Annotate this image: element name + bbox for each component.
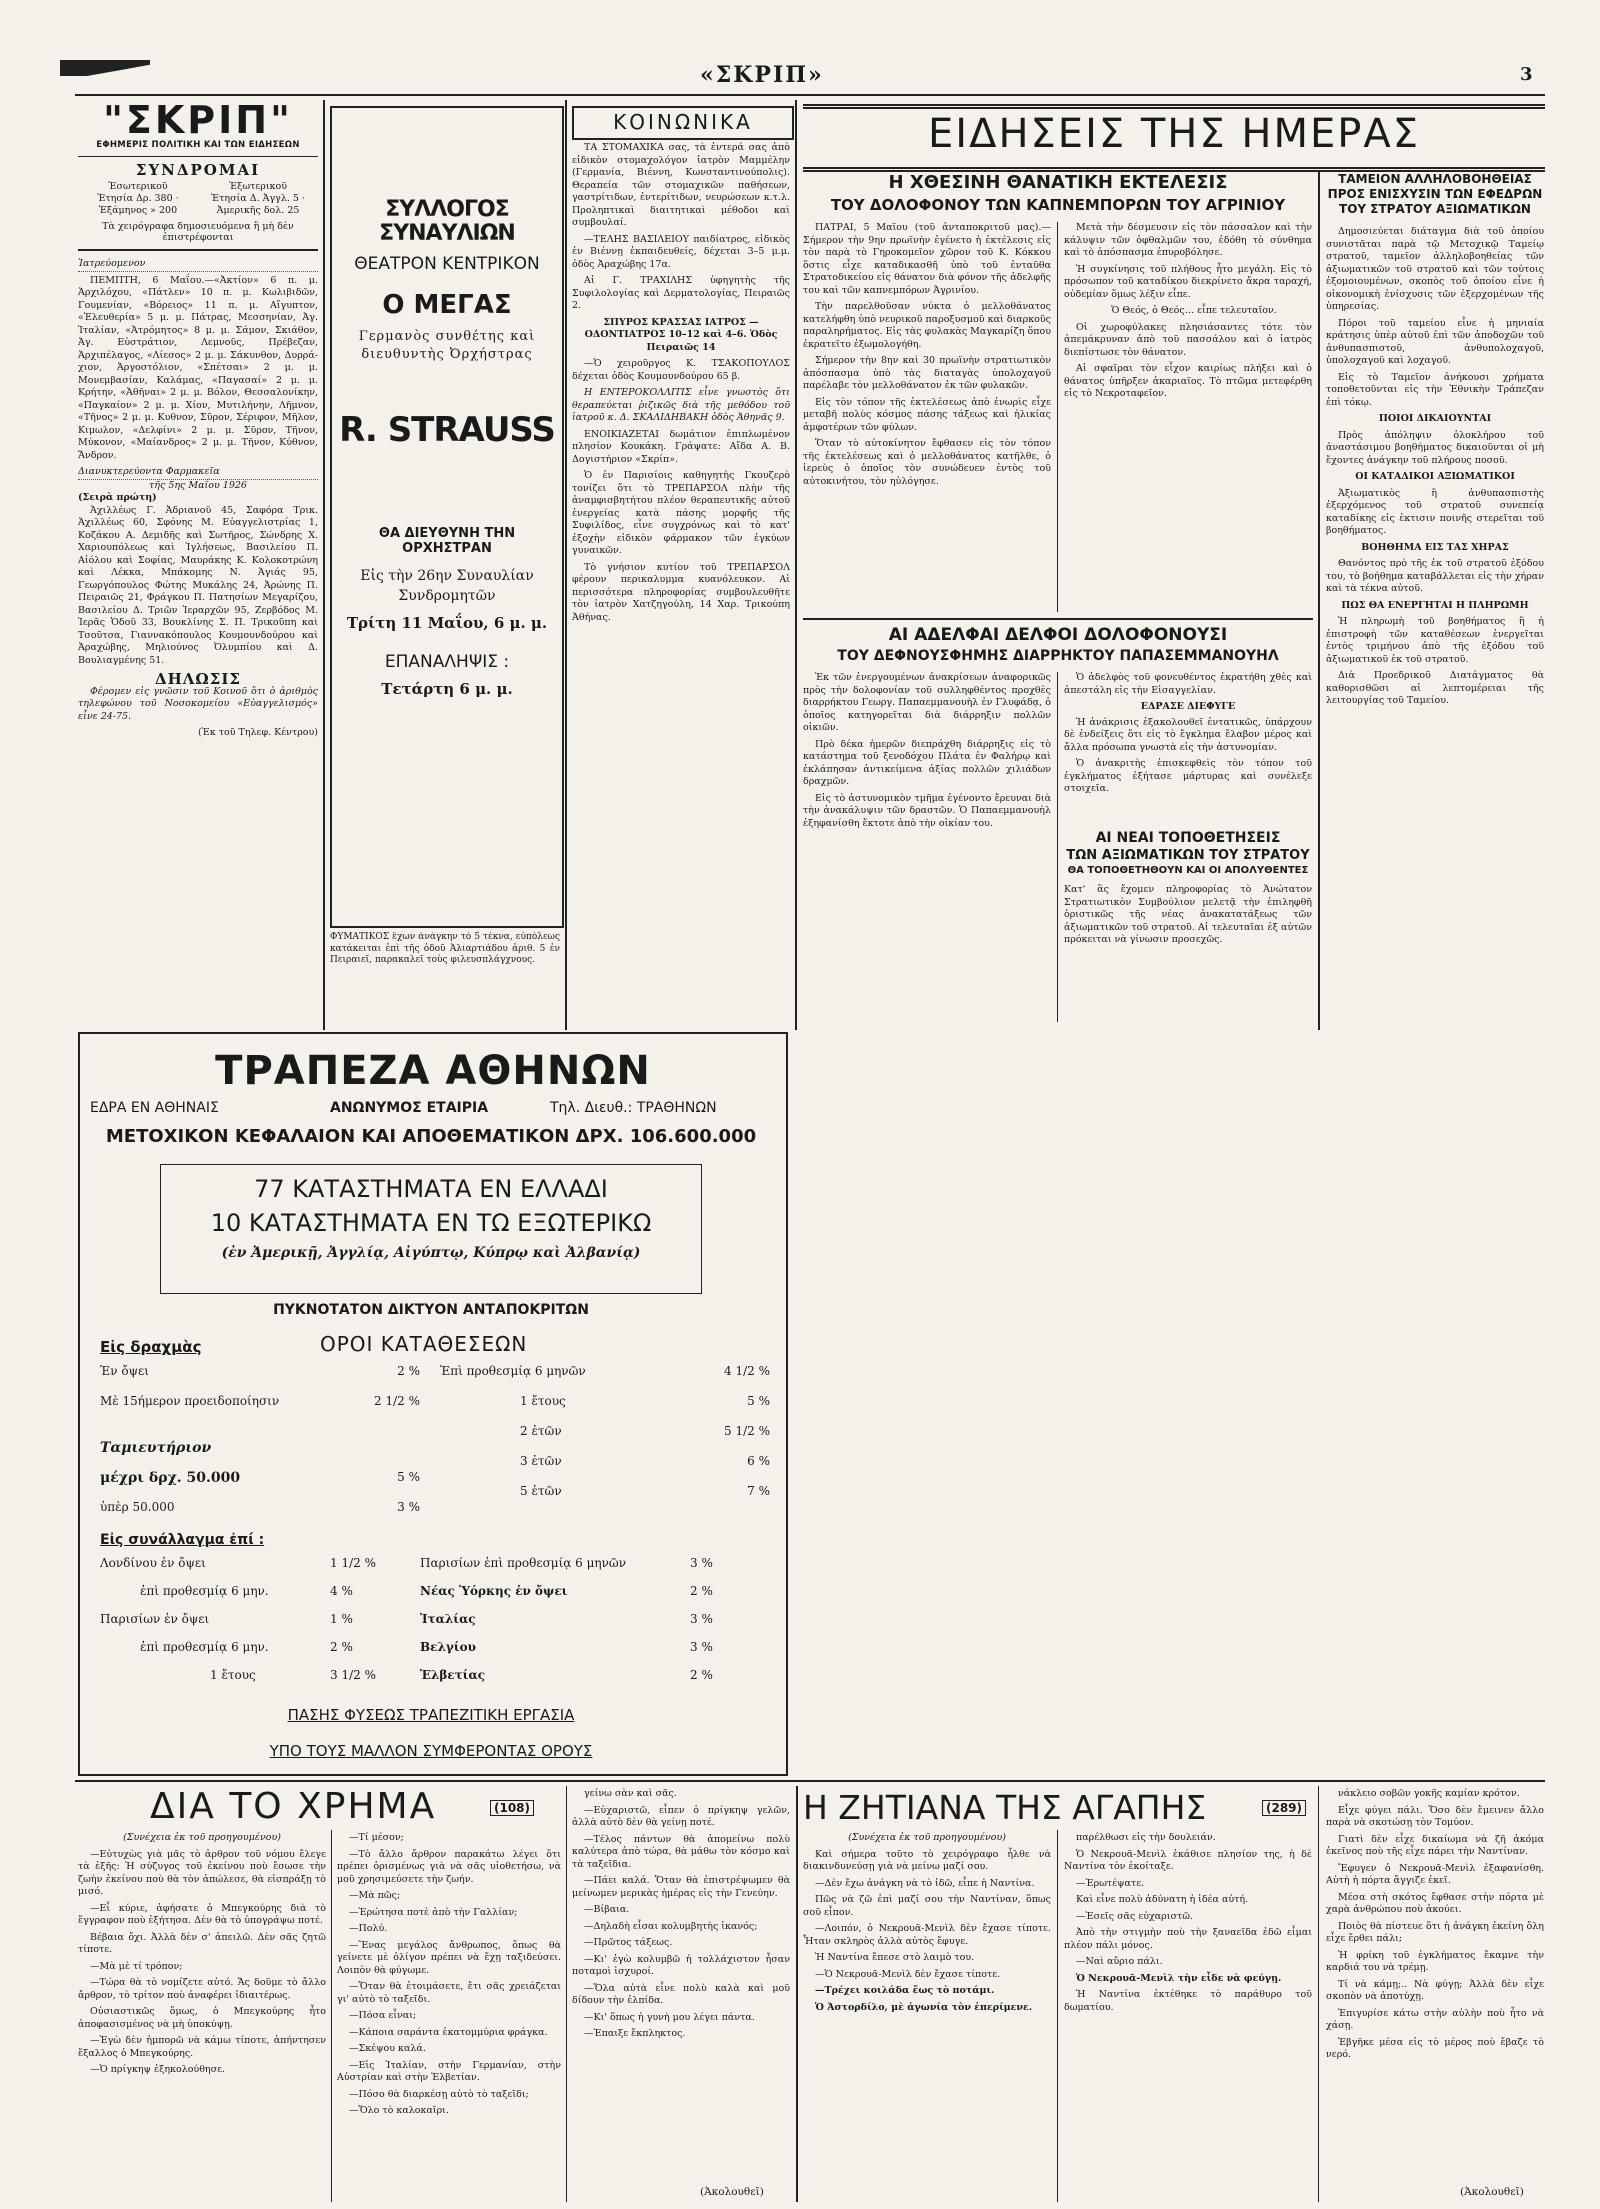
serial-paragraph: —Ἐρωτέψατε. — [1076, 1877, 1145, 1889]
brothers-paragraph: Ἐκ τῶν ἐνεργουμένων ἀνακρίσεων ἀναφορικῶς πρὸς τὴν δολοφονίαν τοῦ συλληφθέντος προχθὲς διαρρήκτου Γεωργ. Παπαεμμανουὴλ ἐν Γλυφάδᾳ, ὁ ὁποῖος κατηγορεῖται διὰ διάρρηξιν πολλῶν οἰκιῶν. — [803, 672, 1051, 733]
serial-paragraph: —Πάει καλά. Ὅταν θὰ ἐπιστρέψωμεν θὰ μείνωμεν μερικὰς ἡμέρας εἰς τὴν Γενεύην. — [572, 1875, 790, 1899]
postings-headline — [1064, 830, 1312, 878]
bank-fx-rate: 4 % — [330, 1584, 353, 1598]
bank-fx-rate: 3 % — [690, 1556, 713, 1570]
bank-ad — [78, 1032, 788, 1776]
bank-fx-label: Παρισίων ἐν ὄψει — [100, 1612, 210, 1626]
serial-paragraph: γείνω σὰν καὶ σᾶς. — [584, 1788, 677, 1799]
social-paragraph: —ΤΕΛΗΣ ΒΑΣΙΛΕΙΟΥ παιδίατρος, εἰδικὸς ἐν Βιέννῃ ἐκπαιδευθείς, δέχεται 3–5 μ.μ. ὁδὸς Ἀραχώβης 17α. — [572, 233, 790, 270]
upper-lower-divider — [75, 1780, 1545, 1782]
bank-rates-left — [100, 1364, 420, 1530]
announcements-text: Φέρομεν εἰς γνῶσιν τοῦ Κοινοῦ ὅτι ὁ ἀριθμὸς τηλεφώνου τοῦ Νοσοκομείου «Εὐαγγελισμός» εἶνε 24-75. — [78, 685, 318, 722]
serial-money-col-3 — [572, 1788, 790, 2184]
bank-terms: ΥΠΟ ΤΟΥΣ ΜΑΛΛΟΝ ΣΥΜΦΕΡΟΝΤΑΣ ΟΡΟΥΣ — [269, 1742, 593, 1760]
masthead-title: "ΣΚΡΙΠ" — [103, 98, 293, 142]
bank-rate-label: ὑπὲρ 50.000 — [100, 1500, 175, 1514]
fund-paragraph: Διὰ Προεδρικοῦ Διατάγματος θὰ καθορισθῶσι αἱ λεπτομέρειαι τῆς λειτουργίας τοῦ Ταμείου. — [1326, 670, 1544, 706]
social-paragraph: Ὁ ἐν Παρισίοις καθηγητὴς Γκουζερὸ τονίζει ὅτι τὸ ΤΡΕΠΑΡΣΟΛ πλὴν τῆς ἀναμφισβητήτου πλέον θεραπευτικῆς αὐτοῦ ἐνεργείας κατὰ πάσης μορφῆς τῆς Συφιλίδος, εἶνε συγχρόνως καὶ τὸ κατ' ἐξοχὴν εἰδικὸν φάρμακον τῶν ἐγκύων γυναικῶν. — [572, 470, 790, 556]
concert-ad — [330, 106, 564, 928]
foreign-rates: Ἐτησία Δ. Ἀγγλ. 5 · Ἀμερικῆς δολ. 25 — [211, 193, 305, 216]
bank-rate-label: Ταμιευτήριον — [100, 1440, 212, 1456]
serial-paragraph: Τί νὰ κάμῃ;.. Νὰ φύγῃ; Ἀλλὰ δὲν εἶχε σκοπὸν νὰ ἀποτύχῃ. — [1326, 1978, 1544, 2002]
social-title-box — [572, 106, 794, 140]
bank-fx-label: Βελγίου — [420, 1640, 476, 1654]
bank-fx-rate: 1 % — [330, 1612, 353, 1626]
bank-rate-label: 5 ἐτῶν — [520, 1484, 562, 1498]
concert-society: ΣΥΛΛΟΓΟΣ ΣΥΝΑΥΛΙΩΝ — [379, 197, 515, 246]
serial-love-continued: (Συνέχεια ἐκ τοῦ προηγουμένου) — [848, 1832, 1006, 1843]
serial-paragraph: —Ὅταν θὰ ἐτοιμάσετε, ἔτι σᾶς χρειάζεται γι' αὐτὸ τὸ ταξεῖδι. — [337, 1981, 561, 2005]
bank-fx-rate: 3 % — [690, 1612, 713, 1626]
serial-paragraph: —Σκέψου καλά. — [349, 2043, 426, 2054]
pharmacies-text: Ἀχιλλέως Γ. Ἀδριανοῦ 45, Σαφόρα Τρικ. Ἀχιλλέως 60, Σφόνης Μ. Εὐαγγελιστρίας 1, Κοζάκου Α. Δεμιδῆς καὶ Σωτῆρος, Σώνδρης Χ. Χαριουπόλεως καὶ Ἰγλήσεως, Βασιλείου Π. Αἰόλου καὶ Σοφίας, Μαυράκης Κ. Κολοκοτρώνη καὶ Λέκκα, Μπάκομης Ν. Ἀγιάς 95, Γεωργόπουλος Φώτης Μυκάλης 24, Ἀρώνης Π. Πειραιῶς 21, Φράγκου Π. Πατησίων Μεγαρίζου, Βασιλείου Δ. Τριῶν Ἱεραρχῶν 95, Ζερβόδος Μ. Ἱερᾶς Ὁδοῦ 33, Βουκλίνης Σ. Π. Τρικοῦπη καὶ Τσοῦτσα, Γιαννακόπουλος Κουμουνδούρου καὶ Ἀραχώβης, Μηλιούνος Ὀλυμπίου καὶ Δ. Βουλιαγμένης 51. — [78, 504, 318, 666]
social-caption: ΦΥΜΑΤΙΚΟΣ ἔχων ἀνάγκην τὸ 5 τέκνα, εὐπόλεως κατάκειται ἐπὶ τῆς ὁδοῦ Ἀλιαρτιάδου ἀριθ. 5 ἐν Πειραιεῖ, παρακαλεῖ τοὺς φιλευσπλάγχνους. — [330, 932, 560, 965]
bank-fx-label: Λονδίνου ἐν ὄψει — [100, 1556, 206, 1570]
news-banner — [803, 104, 1545, 172]
serial-paragraph: —Εὐτυχὼς γιὰ μᾶς τὸ ἀρθρον τοῦ νόμου ἔλεγε τὰ ἑξῆς: Ἡ σύζυγος τοῦ ἐκείνου ποὺ ἔσωσε τὴν ζωὴν ἐκείνου ποὺ θὰ τὸν ἀπώλεσε, θὰ εἰσπράξῃ τὸ μισό. — [78, 1848, 326, 1897]
serial-paragraph: —Κι' ἐγὼ κολυμβῶ ἡ τολλάχιστον ἦσαν ποταμοὶ ἰσχυροί. — [572, 1953, 790, 1977]
fund-paragraph: Δημοσιεύεται διάταγμα διὰ τοῦ ὁποίου συνιστᾶται παρὰ τῷ Μετοχικῷ Ταμείῳ στρατοῦ, ταμεῖον ἀλληλοβοηθείας τῶν ἀξιωματικῶν τοῦ στρατοῦ καὶ τῶν τούτοις ἐξομοιουμένων, σκοπὸς τοῦ ὁποίου εἶνε ἡ οἰκονομικὴ ἐνίσχυσις τῶν ἐξερχομένων τῆς ὑπηρεσίας. — [1326, 226, 1544, 312]
serial-paragraph: —Εὐχαριστῶ, εἶπεν ὁ πρίγκηψ γελῶν, ἀλλὰ αὐτὸ δὲν θὰ γείνῃ ποτέ. — [572, 1804, 790, 1828]
announcements-title: ΔΗΛΩΣΙΣ — [154, 670, 242, 688]
fund-paragraph: Ἡ πληρωμὴ τοῦ βοηθήματος ἢ ἡ ἐπιστροφὴ τῶν καταθέσεων ἐνεργεῖται ἐντὸς τριμήνου ἀπὸ τῆς ἐξόδου τοῦ ἀξιωματικοῦ ἐκ τοῦ στρατοῦ. — [1326, 616, 1544, 665]
pharmacies-series: (Σειρὰ πρώτη) — [78, 492, 157, 503]
bank-services: ΠΑΣΗΣ ΦΥΣΕΩΣ ΤΡΑΠΕΖΙΤΙΚΗ ΕΡΓΑΣΙΑ — [287, 1706, 575, 1724]
foreign-label: Ἐξωτερικοῦ — [228, 181, 287, 192]
serial-paragraph: —Δὲν ἔχω ἀνάγκη νὰ τὸ ἰδῶ, εἶπε ἡ Ναντίνα. — [815, 1877, 1035, 1889]
serial-paragraph: —Πόσα εἶναι; — [349, 2010, 417, 2021]
serial-paragraph: Ἔφυγεν ὁ Νεκρουᾶ-Μενὶλ ἐξαφανίσθη. Αὐτὴ ἡ πόρτα ἄγγιζε ἐκεῖ. — [1326, 1862, 1544, 1886]
serial-paragraph: —Τὸ ἄλλο ἄρθρον παρακάτω λέγει ὅτι πρέπει ὁρισμένως γιὰ νὰ σᾶς υἱοθετήσω, νὰ μοῦ χρησιμεύσετε τὴν ζωήν. — [337, 1848, 561, 1885]
serial-love-col-2 — [1064, 1832, 1312, 2202]
social-paragraph: ΣΠΥΡΟΣ ΚΡΑΣΣΑΣ ΙΑΤΡΟΣ — ΟΔΟΝΤΙΑΤΡΟΣ 10–12 καὶ 4–6. Ὁδὸς Πειραιῶς 14 — [584, 316, 778, 353]
social-column — [572, 142, 790, 944]
fund-subheading: ΒΟΗΘΗΜΑ ΕΙΣ ΤΑΣ ΧΗΡΑΣ — [1361, 541, 1509, 553]
serial-paragraph: νάκλειο σοβῶν γοκῆς καμίαν κρότον. — [1338, 1788, 1520, 1799]
execution-paragraph: Σήμερον τὴν 8ην καὶ 30 πρωϊνὴν στρατιωτικὸν ἀπόσπασμα ὑπὸ τὰς διαταγὰς ὑπολοχαγοῦ παρέλαβε τὸν μελλοθάνατον ἐκ τῶν φυλακῶν. — [803, 355, 1051, 391]
serial-paragraph: —Ὅλο τὸ καλοκαῖρι. — [349, 2105, 449, 2116]
serial-money-number: (108) — [490, 1800, 534, 1816]
bank-seat: ΕΔΡΑ ΕΝ ΑΘΗΝΑΙΣ — [90, 1100, 219, 1116]
social-paragraph: Αἱ Γ. ΤΡΑΧΙΛΗΣ ὑφηγητὴς τῆς Συφιλολογίας καὶ Δερματολογίας, Πειραιῶς 2. — [572, 275, 790, 311]
bank-fx-label: Παρισίων ἐπὶ προθεσμίᾳ 6 μηνῶν — [420, 1556, 626, 1570]
serial-paragraph: —Εἰς Ἰταλίαν, στὴν Γερμανίαν, στὴν Αὐστρίαν καὶ στὴν Ἑλβετίαν. — [337, 2059, 561, 2083]
bank-fx-label: ἐπὶ προθεσμίᾳ 6 μην. — [140, 1640, 269, 1654]
serial-paragraph: Γιατὶ δὲν εἶχε δικαίωμα νὰ ζῆ ἀκόμα ἐκεῖνος ποὺ τῆς εἶχε πάρει τὴν Ναντίναν. — [1326, 1833, 1544, 1857]
bank-company: ΑΝΩΝΥΜΟΣ ΕΤΑΙΡΙΑ — [330, 1100, 489, 1116]
serial-paragraph: —Ναὶ αὔριο πάλι. — [1076, 1956, 1163, 1967]
bank-branches-gr: 77 ΚΑΤΑΣΤΗΜΑΤΑ ΕΝ ΕΛΛΑΔΙ — [254, 1175, 608, 1203]
domestic-rates: Ἐτησία Δρ. 380 · Ἑξάμηνος » 200 — [97, 193, 179, 216]
bank-rate-value: 6 % — [747, 1454, 770, 1468]
serial-paragraph: παρέλθωσι εἰς τὴν δουλειάν. — [1076, 1832, 1216, 1843]
bank-in-drachmas: Εἰς δραχμὰς — [100, 1338, 202, 1356]
serial-paragraph: —Ἐγὼ δὲν ἠμπορῶ νὰ κάμω τίποτε, ἀπήντησεν ἔξαλλος ὁ Μπεγκούρης. — [78, 2035, 326, 2059]
serial-paragraph: Ὁ Νεκρουᾶ-Μενὶλ ἐκάθισε πλησίον της, ἡ δὲ Ναντίνα τὸν ἐκοίταξε. — [1064, 1848, 1312, 1872]
doctors-text: ΠΕΜΠΤΗ, 6 Μαΐου.—«Ἀκτίον» 6 π. μ. Ἀρχιλόχου, «Πάτλεν» 10 π. μ. Κωλιβιδῶν, Γουμενίαν, «Βόρειος» 11 π. μ. Αἴγυπτον, «Ἐλευθερία» 5 μ. μ. Πάτρας, Μεσσηνίαν, Ἀγ. Ἰταλίαν, «Ἀτρόμητος» 8 μ. μ. Σάμον, Σκιάθον, Ἀγ. Εὐστράτιον, Λεμνοῦς, Πρέβεζαν, Ἀρχιπέλαγος, «Λίεσος» 2 μ. μ. Σάκυνθον, Δυρρά-χιον, Ἀργοστόλιον, «Σπέτσαι» 2 μ. μ. Μονεμβασίαν, Καλάμας, «Παγασαί» 2 μ. μ. Κρήτην, «Ἀθῆναι» 2 μ. μ. Βόλον, Θεσσαλονίκην, «Παγκαίον» 2 μ. μ. Χίον, Μυτιλήνην, Λῆμνον, «Τῆνος» 2 μ. μ. Κυθνον, Σῦρον, Σέριφον, Μῆλον, Κιμωλον, «Δελφίνι» 2 μ. μ. Σῦρον, Τῆνον, Μύκονον, «Μαίανδρος» 2 μ. μ. Τῆνον, Κύθνον, Ἄνδρον. — [78, 274, 318, 461]
postings-title-2: ΤΩΝ ΑΞΙΩΜΑΤΙΚΩΝ ΤΟΥ ΣΤΡΑΤΟΥ — [1066, 848, 1310, 863]
bank-fx-label: ἐπὶ προθεσμίᾳ 6 μην. — [140, 1584, 269, 1598]
fund-subheading: ΠΟΙΟΙ ΔΙΚΑΙΟΥΝΤΑΙ — [1378, 413, 1492, 424]
subscriptions-title: ΣΥΝΔΡΟΜΑΙ — [135, 161, 261, 179]
execution-paragraph: Ἡ συγκίνησις τοῦ πλήθους ἦτο μεγάλη. Εἰς τὸ πρόσωπον τοῦ καταδίκου διεκρίνετο ἄκρα ταραχή, οὐδεμίαν ὅμως λέξιν εἶπε. — [1064, 263, 1312, 300]
bank-fx-rate: 3 1/2 % — [330, 1668, 376, 1682]
brothers-col-2 — [1064, 672, 1312, 822]
bank-fx-table — [100, 1556, 770, 1696]
concert-repeat: ΕΠΑΝΑΛΗΨΙΣ : — [384, 652, 510, 672]
brothers-paragraph: Πρὸ δέκα ἡμερῶν διεπράχθη διάρρηξις εἰς τὸ κατάστημα τοῦ ξενοδόχου Πλάτα ἐν Φαλήρῳ καὶ ἐκλάπησαν ἀντικείμενα ἀξίας πολλῶν χιλιάδων δραχμῶν. — [803, 738, 1051, 787]
execution-paragraph: Ὁ Θεός, ὁ Θεός… εἶπε τελευταῖον. — [1111, 305, 1277, 316]
serial-money-continued-next: (Ἀκολουθεῖ) — [700, 2186, 764, 2198]
fund-paragraph: Εἰς τὸ Ταμεῖον ἀνήκουσι χρήματα τοποθετοῦνται εἰς τὴν Ἐθνικὴν Τράπεζαν ἐπὶ τόκῳ. — [1326, 371, 1544, 408]
serial-paragraph: —Εἶ κύριε, ἀφήσατε ὁ Μπεγκούρης διὰ τὸ ἔγγραφον ποὺ ἐξήτησα. Δὲν θὰ τὸ ὑπογράψω ποτέ. — [78, 1902, 326, 1926]
bank-rate-label: Ἐπὶ προθεσμίᾳ 6 μηνῶν — [440, 1364, 586, 1378]
serial-paragraph: —Ἐσεῖς σᾶς εὐχαριστῶ. — [1076, 1910, 1194, 1922]
bank-fx-rate: 1 1/2 % — [330, 1556, 376, 1570]
brothers-title-1: ΑΙ ΑΔΕΛΦΑΙ ΔΕΛΦΟΙ ΔΟΛΟΦΟΝΟΥΣΙ — [888, 625, 1228, 645]
bank-branches-abroad: 10 ΚΑΤΑΣΤΗΜΑΤΑ ΕΝ ΤΩ ΕΞΩΤΕΡΙΚΩ — [210, 1209, 652, 1237]
bank-rate-value: 5 % — [397, 1470, 420, 1484]
lower-rule-1 — [331, 1830, 332, 2202]
fund-paragraph: Πόροι τοῦ ταμείου εἶνε ἡ μηνιαία κράτησις ὑπὲρ αὐτοῦ ἐπὶ τῶν ἀποδοχῶν τοῦ ἀνθυπασπιστοῦ, ἀνθυπολοχαγοῦ, ὑπολοχαγοῦ καὶ λοχαγοῦ. — [1326, 317, 1544, 366]
news-rule-c — [1057, 672, 1058, 1022]
concert-date: Τρίτη 11 Μαΐου, 6 μ. μ. — [346, 614, 548, 632]
brothers-col-1 — [803, 672, 1051, 1022]
bank-branches-box — [160, 1164, 702, 1294]
news-rule-a — [1057, 222, 1058, 612]
social-paragraph: —Ὁ χειροῦργος Κ. ΤΣΑΚΟΠΟΥΛΟΣ δέχεται ὁδὸς Κουμουνδούρου 65 β. — [572, 358, 790, 382]
bank-rate-value: 2 % — [397, 1364, 420, 1378]
serial-paragraph: —Τώρα θὰ τὸ νομίζετε αὐτό. Ἄς δοῦμε τὸ ἄλλο ἄρθρον, τὸ τρίτον ποὺ ἀναφέρει ἰδιαιτέρως. — [78, 1977, 326, 2001]
execution-title-1: Η ΧΘΕΣΙΝΗ ΘΑΝΑΤΙΚΗ ΕΚΤΕΛΕΣΙΣ — [888, 172, 1228, 193]
serial-paragraph: Ὁ Ἀστορδίλο, μὲ ἀγωνία τὸν ἐπερίμενε. — [815, 2001, 1033, 2013]
bank-rate-label: Ἐν ὄψει — [100, 1364, 149, 1378]
serial-paragraph: Καὶ εἶνε πολὺ ἀδύνατη ἡ ἰδέα αὐτή. — [1076, 1894, 1249, 1905]
brothers-top-rule — [803, 618, 1313, 620]
bank-rate-label: 2 ἐτῶν — [520, 1424, 562, 1438]
serial-paragraph: Ἐπιγυρίσε κάτω στὴν αὐλὴν ποὺ ἦτο νὰ χάσῃ. — [1326, 2007, 1544, 2031]
bank-rate-value: 4 1/2 % — [724, 1364, 770, 1378]
serial-paragraph: —Ὁ Νεκρουᾶ-Μενὶλ δὲν ἔχασε τίποτε. — [815, 1968, 1001, 1980]
brothers-paragraph: Ἡ ἀνάκρισις ἐξακολουθεῖ ἐντατικῶς, ὑπάρχουν δὲ ἐνδείξεις ὅτι εἰς τὸ ἔγκλημα ἔλαβον μέρος καὶ ἄλλα πρόσωπα γνωστὰ εἰς τὴν ἀστυνομίαν. — [1064, 716, 1312, 753]
concert-repeat-date: Τετάρτη 6 μ. μ. — [381, 680, 513, 698]
execution-headline — [803, 172, 1313, 216]
serial-paragraph: —Δηλαδὴ εἶσαι κολυμβητὴς ἱκανός; — [584, 1920, 758, 1932]
serial-paragraph: —Κι' ὅπως ἡ γυνὴ μου λέγει πάντα. — [584, 2011, 755, 2023]
bank-fx-rate: 2 % — [690, 1584, 713, 1598]
pharmacies-title: Διανυκτερεύοντα Φαρμακεῖα — [78, 466, 318, 480]
serial-paragraph: Ποιὸς θὰ πίστευε ὅτι ἡ ἀνάγκη ἐκείνη ὅλη εἶχε ἔρθει πάλι; — [1326, 1920, 1544, 1944]
brothers-paragraph: Εἰς τὸ ἀστυνομικὸν τμῆμα ἐγένοντο ἔρευναι διὰ τὴν ἀνακάλυψιν τῶν δραστῶν. Ὁ Παπαεμμανουὴλ ἐξηφανίσθη ἔκτοτε ἀπὸ τὴν οἰκίαν του. — [803, 792, 1051, 829]
social-paragraph: Η ΕΝΤΕΡΟΚΟΛΛΙΤΙΣ εἶνε γνωστὸς ὅτι θεραπεύεται ῥιζικῶς διὰ τῆς μεθόδου τοῦ ἰατροῦ κ. Δ. ΣΚΑΛΙΔΗΒΑΚΗ ὁδὸς Ἀθηνᾶς 9. — [572, 387, 790, 423]
masthead — [78, 100, 318, 251]
bank-fx-rate: 2 % — [330, 1640, 353, 1654]
brothers-headline — [803, 624, 1313, 666]
serial-paragraph: —Βίβαια. — [584, 1904, 630, 1915]
serial-paragraph: Ἐβγῆκε μέσα εἰς τὸ μέρος ποὺ ἔβαζε τὸ νερό. — [1326, 2036, 1544, 2060]
bank-rate-label: 1 ἔτους — [520, 1394, 566, 1408]
doctors-title: Ἰατρεύομενον — [78, 258, 318, 272]
social-paragraph: ΕΝΟΙΚΙΑΖΕΤΑΙ δωμάτιον ἐπιπλωμένον πλησίον Κουκάκη. Γράψατε: Αἴδα Α. Β. Δογιστήριον «Σκρίπ». — [572, 428, 790, 465]
bank-rates-right — [440, 1364, 770, 1514]
bank-rate-value: 2 1/2 % — [374, 1394, 420, 1408]
running-head: «ΣΚΡΙΠ» — [700, 62, 824, 88]
bank-rate-label: 3 ἐτῶν — [520, 1454, 562, 1468]
serial-paragraph: Ἀπὸ τὴν στιγμὴν ποὺ τὴν ξαναεῖδα ἐδῶ εἶμαι πλέον πάλι μόνος. — [1064, 1927, 1312, 1951]
serial-paragraph: —Ὅλα αὐτὰ εἶνε πολὺ καλὰ καὶ μοῦ δίδουν τὴν ἐλπίδα. — [572, 1982, 790, 2006]
execution-paragraph: ΠΑΤΡΑΙ, 5 Μαΐου (τοῦ ἀνταποκριτοῦ μας).— Σήμερον τὴν 9ην πρωϊνὴν ἐγένετο ἡ ἐκτέλεσις εἰς τὸν παρὰ τὸ Γηροκομεῖον χῶρον τοῦ Κ. Κόκκου ὅστις εἶχε καταδικασθῆ ὑπὸ τοῦ ἐνταῦθα Στρατοδικείου εἰς θάνατον διὰ φόνον τῆς ἀδελφῆς του καὶ τῶν καπνεμπόρων Ἀγρινίου. — [803, 222, 1051, 296]
serial-paragraph: —Πόσο θὰ διαρκέσῃ αὐτὸ τὸ ταξεῖδι; — [349, 2088, 529, 2100]
bank-network: ΠΥΚΝΟΤΑΤΟΝ ΔΙΚΤΥΟΝ ΑΝΤΑΠΟΚΡΙΤΩΝ — [273, 1302, 589, 1318]
bank-fx-label: 1 ἔτους — [210, 1668, 256, 1682]
execution-paragraph: Οἱ χωροφύλακες πλησιάσαντες τότε τὸν ἀπεμάκρυναν ἀπὸ τοῦ πασσάλου καὶ ὁ ἰατρὸς διεπίστωσε τὸν θάνατον. — [1064, 321, 1312, 358]
bank-fx-rate: 3 % — [690, 1640, 713, 1654]
serial-paragraph: Μέσα στὴ σκότος ἔφθασε στὴν πόρτα μὲ χαρὰ ἀνθρώπου ποὺ ἀκούει. — [1326, 1891, 1544, 1915]
serial-love-col-3 — [1326, 1788, 1544, 2184]
serial-paragraph: Ἡ φρίκη τοῦ ἐγκλήματος ἔκαμνε τὴν καρδιά του νὰ τρέμῃ. — [1326, 1949, 1544, 1973]
serial-paragraph: Εἶχε φύγει πάλι. Ὅσο δὲν ἔμεινεν ἄλλο παρὰ νὰ σκοτώσῃ τὸν Τομύον. — [1326, 1804, 1544, 1828]
lower-rule-3 — [796, 1786, 798, 2202]
serial-money-title: ΔΙΑ ΤΟ ΧΡΗΜΑ — [150, 1786, 437, 1827]
bank-in-foreign: Εἰς συνάλλαγμα ἐπί : — [100, 1532, 265, 1548]
serial-paragraph: —Μὰ πῶς; — [349, 1890, 401, 1901]
serial-money-col-2 — [337, 1832, 561, 2202]
bank-fx-label: Ἑλβετίας — [420, 1668, 486, 1682]
serial-paragraph: Οὐσιαστικῶς ὅμως, ὁ Μπεγκούρης ἦτο ἀποφασισμένος νὰ μὴ ὑποκύψῃ. — [78, 2006, 326, 2030]
serial-paragraph: Καὶ σήμερα τοῦτο τὸ χειρόγραφο ἦλθε νὰ διακινδυνεύσῃ γιὰ νὰ μείνω μαζί σου. — [803, 1848, 1051, 1872]
execution-paragraph: Αἱ σφαῖραι τὸν εἶχον καιρίως πλήξει καὶ ὁ θάνατος ὑπῆρξεν ἀκαριαῖος. Τὸ πτῶμα μετεφέρθη εἰς τὸ Νεκροταφεῖον. — [1064, 363, 1312, 399]
fund-subheading: ΠΩΣ ΘΑ ΕΝΕΡΓΗΤΑΙ Η ΠΛΗΡΩΜΗ — [1341, 599, 1529, 611]
page-number: 3 — [1520, 64, 1533, 85]
bank-rate-value: 5 1/2 % — [724, 1424, 770, 1438]
serial-love-continued-next: (Ἀκολουθεῖ) — [1460, 2186, 1524, 2198]
execution-col-1 — [803, 222, 1051, 612]
fund-paragraph: Πρὸς ἀπόληψιν ὁλοκλήρου τοῦ ἀναστάσιμου βοηθήματος δικαιοῦνται οἱ μὴ ἔχοντες ἀνάγκην τοῦ πλήρους ποσοῦ. — [1326, 429, 1544, 466]
social-paragraph: ΤΑ ΣΤΟΜΑΧΙΚΑ σας, τὰ ἐντερά σας ἀπὸ εἰδικὸν στομαχολόγον ἰατρὸν Μαμμέλην (Γερμανία, Βιέννη, Κωνσταντινούπολις). Θεραπεία τῶν στομαχικῶν παθήσεων, γαστρίτιδων, ἐντερίτιδων, νευρώσεων κ.τ.λ. Προληπτικαὶ διαιτητικαὶ μέθοδοι καὶ συμβουλαί. — [572, 142, 790, 228]
bank-title: ΤΡΑΠΕΖΑ ΑΘΗΝΩΝ — [215, 1048, 651, 1094]
concert-name: R. STRAUSS — [339, 410, 555, 450]
manuscripts-note: Τὰ χειρόγραφα δημοσιευόμενα ἢ μὴ δὲν ἐπιστρέφονται — [102, 221, 294, 243]
concert-description: Γερμανὸς συνθέτης καὶ διευθυντὴς Ὀρχήστρας — [358, 329, 536, 362]
execution-col-2 — [1064, 222, 1312, 612]
concert-line: Εἰς τὴν 26ην Συναυλίαν Συνδρομητῶν — [360, 568, 534, 604]
brothers-paragraph: Ὁ ἀνακριτὴς ἐπισκεφθεὶς τὸν τόπον τοῦ ἐγκλήματος ἐξήτασε μάρτυρας καὶ συνέλεξε στοιχεῖα. — [1064, 758, 1312, 794]
serial-love-number: (289) — [1262, 1800, 1306, 1816]
lower-rule-2 — [566, 1786, 567, 2202]
brothers-paragraph: Ὁ ἀδελφὸς τοῦ φονευθέντος ἐκρατήθη χθὲς καὶ ἀπεστάλη εἰς τὴν Εἰσαγγελίαν. — [1064, 672, 1312, 696]
concert-conducts: ΘΑ ΔΙΕΥΘΥΝΗ ΤΗΝ ΟΡΧΗΣΤΡΑΝ — [378, 526, 516, 556]
bank-rate-value: 7 % — [747, 1484, 770, 1498]
fund-title: ΤΑΜΕΙΟΝ ΑΛΛΗΛΟΒΟΗΘΕΙΑΣ ΠΡΟΣ ΕΝΙΣΧΥΣΙΝ ΤΩΝ ΕΦΕΔΡΩΝ ΤΟΥ ΣΤΡΑΤΟΥ ΑΞΙΩΜΑΤΙΚΩΝ — [1327, 172, 1543, 216]
serial-paragraph: —Ἐρώτησα ποτὲ ἀπὸ τὴν Γαλλίαν; — [349, 1906, 518, 1918]
fund-paragraph: Θανόντος πρὸ τῆς ἐκ τοῦ στρατοῦ ἐξόδου του, τὸ βοήθημα καταβάλλεται εἰς τὴν χήραν καὶ τὰ τέκνα αὐτοῦ. — [1326, 558, 1544, 594]
serial-paragraph: Πῶς νὰ ζῶ ἐπὶ μαζί σου τὴν Ναντίναν, ὅπως σοῦ εἶπον. — [803, 1894, 1051, 1918]
serial-paragraph: —Ἐπαιξε ἔκπληκτος. — [584, 2028, 686, 2039]
bank-terms-title: ΟΡΟΙ ΚΑΤΑΘΕΣΕΩΝ — [320, 1332, 528, 1356]
serial-paragraph: Ἡ Ναντίνα ἐκτέθηκε τὸ παράθυρο τοῦ δωματίου. — [1064, 1989, 1312, 2013]
postings-title-3: ΘΑ ΤΟΠΟΘΕΤΗΘΟΥΝ ΚΑΙ ΟΙ ΑΠΟΛΥΘΕΝΤΕΣ — [1067, 865, 1309, 876]
bank-rate-value: 3 % — [397, 1500, 420, 1514]
serial-paragraph: —Κάποια σαράντα ἑκατομμύρια φράγκα. — [349, 2026, 548, 2038]
concert-great: Ο ΜΕΓΑΣ — [382, 290, 512, 320]
top-left-corner-mark — [60, 60, 150, 76]
bank-fx-label: Νέας Ὑόρκης ἐν ὄψει — [420, 1584, 568, 1598]
execution-paragraph: Ὅταν τὸ αὐτοκίνητον ἔφθασεν εἰς τὸν τόπον τῆς ἐκτελέσεως καὶ ὁ μελλοθάνατος κατῆλθε, ὁ ἱερεὺς ὁ ὁποῖος τὸν συνώδευεν ἐντὸς τοῦ αὐτοκινήτου, τὸν ηὐλόγησε. — [803, 438, 1051, 487]
execution-title-2: ΤΟΥ ΔΟΛΟΦΟΝΟΥ ΤΩΝ ΚΑΠΝΕΜΠΟΡΩΝ ΤΟΥ ΑΓΡΙΝΙΟΥ — [830, 196, 1286, 214]
news-banner-title: ΕΙΔΗΣΕΙΣ ΤΗΣ ΗΜΕΡΑΣ — [928, 111, 1420, 157]
postings-text: Κατ' ἃς ἔχομεν πληροφορίας τὸ Ἀνώτατον Στρατιωτικὸν Συμβούλιον μελετᾷ τὴν ἐπιληφθῆ ὁριστικῶς τῆς νέας ἀνακατατάξεως τῶν ἀξιωματικῶν τοῦ στρατοῦ. Αἱ τελευταῖαι ἐξ αὐτῶν πρόκειται νὰ γίνωσιν προσεχῶς. — [1064, 884, 1312, 945]
bank-fx-rate: 2 % — [690, 1668, 713, 1682]
lower-rule-5 — [1318, 1786, 1319, 2202]
domestic-label: Ἐσωτερικοῦ — [108, 181, 168, 192]
col-rule-2 — [565, 100, 567, 1030]
top-rule — [75, 94, 1545, 96]
serial-paragraph: —Μὰ μὲ τί τρόπον; — [90, 1960, 183, 1972]
brothers-title-2: ΤΟΥ ΔΕΦΝΟΥΣΦΗΜΗΣ ΔΙΑΡΡΗΚΤΟΥ ΠΑΠΑΣΕΜΜΑΝΟΥΗΛ — [837, 648, 1279, 664]
fund-subheading: ΟΙ ΚΑΤΑΔΙΚΟΙ ΑΞΙΩΜΑΤΙΚΟΙ — [1355, 471, 1515, 482]
lower-rule-4 — [1057, 1830, 1058, 2202]
social-paragraph: Τὸ γνήσιον κυτίον τοῦ ΤΡΕΠΑΡΣΟΛ φέρουν περικαλυμμα κυανόλευκον. Αἱ περισσότερα πληροφορίας συμβουλευθῆτε τὸν ἰατρὸν Χατζηγούλη, 14 Χαρ. Τρικούπη Ἀθήνας. — [572, 561, 790, 623]
serial-paragraph: —Πολύ. — [349, 1923, 388, 1934]
execution-paragraph: Τὴν παρελθοῦσαν νύκτα ὁ μελλοθάνατος κατελήφθη ὑπὸ νευρικοῦ παροξυσμοῦ καὶ διαρκοῦς παραληρήματος. Εἰς τὰς φυλακὰς Μαγκαρίζη ὅπου ἐκρατεῖτο ἐξωμολογήθη. — [803, 301, 1051, 350]
serial-paragraph: Ἡ Ναντίνα ἔπεσε στὸ λαιμὸ του. — [815, 1952, 975, 1963]
concert-venue: ΘΕΑΤΡΟΝ ΚΕΝΤΡΙΚΟΝ — [354, 254, 540, 274]
news-rule-b — [1318, 170, 1320, 1030]
serial-money-continued: (Συνέχεια ἐκ τοῦ προηγουμένου) — [123, 1832, 281, 1843]
fund-paragraph: Ἀξιωματικὸς ἢ ἀνθυπασπιστὴς ἐξερχόμενος τοῦ στρατοῦ συνεπείᾳ καταδίκης εἰς ἐκτισιν ποινῆς στερεῖται τοῦ βοηθήματος. — [1326, 487, 1544, 536]
serial-paragraph: —Ὁ πρίγκηψ ἐξηκολούθησε. — [90, 2064, 226, 2075]
serial-paragraph: Ὁ Νεκρουᾶ-Μενὶλ τὴν εἶδε νὰ φεύγῃ. — [1076, 1972, 1282, 1984]
brothers-subheading: ΕΔΡΑΣΕ ΔΙΕΦΥΓΕ — [1140, 701, 1236, 712]
serial-paragraph: —Τί μέσον; — [349, 1832, 404, 1843]
bank-fx-label: Ἰταλίας — [420, 1612, 476, 1626]
serial-paragraph: —Λοιπόν, ὁ Νεκρουᾶ-Μενὶλ δὲν ἔχασε τίποτε. Ἦταν σκληρὸς ἀλλὰ αὐτὸς ἔφυγε. — [803, 1923, 1051, 1947]
bank-telegraph: Τηλ. Διευθ.: ΤΡΑΘΗΝΩΝ — [550, 1100, 717, 1116]
col-rule-1 — [323, 100, 325, 1030]
serial-paragraph: —Τρέχει κοιλάδα ἔως τὸ ποτάμι. — [815, 1985, 995, 1996]
bank-countries: (ἐν Ἀμερικῇ, Ἀγγλίᾳ, Αἰγύπτῳ, Κύπρῳ καὶ Ἀλβανίᾳ) — [221, 1245, 641, 1261]
bank-rate-label: μέχρι δρχ. 50.000 — [100, 1470, 241, 1486]
serial-money-col-1 — [78, 1832, 326, 2202]
masthead-subtitle: ΕΦΗΜΕΡΙΣ ΠΟΛΙΤΙΚΗ ΚΑΙ ΤΩΝ ΕΙΔΗΣΕΩΝ — [96, 140, 300, 150]
postings-title-1: ΑΙ ΝΕΑΙ ΤΟΠΟΘΕΤΗΣΕΙΣ — [1095, 830, 1281, 846]
pharmacies-date: τῆς 5ης Μαΐου 1926 — [149, 479, 247, 491]
serial-paragraph: —Τέλος πάντων θὰ ἀπομείνω πολὺ καλύτερα ἀπὸ τώρα, θὰ μάθω τὸν κόσμο καὶ τὰ ταξεῖδια. — [572, 1833, 790, 1870]
serial-paragraph: —Ἕνας μεγάλος ἄνθρωπος, ὅπως θὰ γείνετε μὲ ὀλίγον πρέπει νὰ ἔχῃ ταξιδεύσει. Λοιπὸν θὰ φύγωμε. — [337, 1939, 561, 1976]
serial-paragraph: —Πρῶτος τάξεως. — [584, 1937, 673, 1948]
announcements-sign: (Ἐκ τοῦ Τηλεφ. Κέντρου) — [197, 727, 318, 738]
fund-column — [1326, 226, 1544, 1026]
bank-rate-label: Μὲ 15ήμερον προειδοποίησιν — [100, 1394, 280, 1408]
execution-paragraph: Εἰς τὸν τόπον τῆς ἐκτελέσεως ἀπὸ ἐνωρὶς εἶχε μεταβῆ πολὺς κόσμος πάσης τάξεως καὶ ἡλικίας ἀμφοτέρων τῶν φύλων. — [803, 396, 1051, 433]
bank-rate-value: 5 % — [747, 1394, 770, 1408]
social-title: ΚΟΙΝΩΝΙΚΑ — [613, 110, 753, 134]
almanac-column — [78, 258, 318, 1028]
col-rule-3 — [795, 100, 797, 1030]
serial-love-col-1 — [803, 1832, 1051, 2202]
bank-capital: ΜΕΤΟΧΙΚΟΝ ΚΕΦΑΛΑΙΟΝ ΚΑΙ ΑΠΟΘΕΜΑΤΙΚΟΝ ΔΡΧ. 106.600.000 — [105, 1126, 757, 1147]
serial-paragraph: Βέβαια ὄχι. Ἀλλὰ δὲν σ' ἀπειλῶ. Δὲν σᾶς ζητῶ τίποτε. — [78, 1931, 326, 1955]
execution-paragraph: Μετὰ τὴν δέσμευσιν εἰς τὸν πάσσαλον καὶ τὴν κάλυψιν τῶν ὀφθαλμῶν του, ἐδόθη τὸ σύνθημα καὶ τὸ ἀπόσπασμα ἐπυροβόλησε. — [1064, 222, 1312, 258]
serial-love-title: Η ΖΗΤΙΑΝΑ ΤΗΣ ΑΓΑΠΗΣ — [803, 1788, 1207, 1827]
